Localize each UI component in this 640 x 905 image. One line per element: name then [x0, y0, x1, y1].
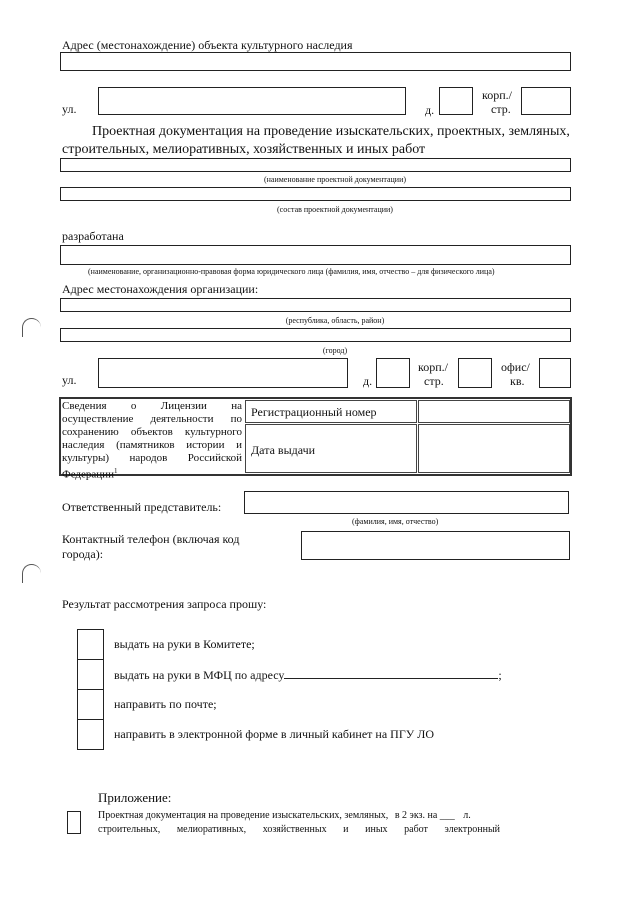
- attachment-line1: [98, 810, 471, 821]
- option-mfc-suffix: ;: [498, 668, 502, 682]
- attachment-word: и: [343, 824, 349, 835]
- org-house-field[interactable]: [376, 358, 410, 388]
- org-korp-field[interactable]: [458, 358, 492, 388]
- org-street-label: ул.: [62, 373, 77, 387]
- attachment-word: электронный: [444, 824, 501, 835]
- project-docs-heading-line1: Проектная документация на проведение изыскательских, проектных, земляных,: [92, 124, 570, 139]
- object-str-label: стр.: [491, 102, 511, 116]
- attachment-line1-blank: ___: [439, 810, 455, 821]
- object-korp-label: корп./: [482, 88, 512, 102]
- phone-label-line1: Контактный телефон (включая код: [62, 532, 240, 546]
- org-region-caption: (республика, область, район): [285, 316, 385, 325]
- representative-field[interactable]: [244, 491, 569, 514]
- license-word: Сведения: [62, 400, 107, 412]
- org-street-field[interactable]: [98, 358, 348, 388]
- attachment-line1-text: Проектная документация на проведение изыскательских, земляных,: [98, 810, 389, 821]
- checkbox-committee[interactable]: [77, 629, 104, 660]
- license-word: на: [231, 400, 242, 412]
- checkbox-post[interactable]: [77, 689, 104, 720]
- object-address-field[interactable]: [60, 52, 571, 71]
- org-city-caption: (город): [322, 346, 348, 355]
- developer-field[interactable]: [60, 245, 571, 265]
- representative-label: Ответственный представитель:: [62, 500, 222, 514]
- option-electronic: направить в электронной форме в личный кабинет на ПГУ ЛО: [114, 727, 435, 741]
- issue-date-label: Дата выдачи: [251, 443, 316, 457]
- license-word: наследия: [62, 439, 105, 451]
- attachment-checkbox[interactable]: [67, 811, 81, 834]
- attachment-line1-unit: л.: [463, 810, 471, 821]
- license-word: сохранению: [62, 426, 119, 438]
- attachment-label: Приложение:: [98, 790, 172, 805]
- license-word: по: [230, 413, 242, 425]
- developer-label: разработана: [62, 229, 124, 243]
- license-info-line: [62, 439, 242, 452]
- phone-label-line2: города):: [62, 547, 104, 561]
- object-korp-field[interactable]: [521, 87, 571, 115]
- object-house-field[interactable]: [439, 87, 473, 115]
- license-info-line: [62, 452, 242, 465]
- license-info-line: [62, 465, 242, 482]
- object-address-label: Адрес (местонахождение) объекта культурного наследия: [62, 38, 353, 52]
- issue-date-field[interactable]: [418, 424, 570, 473]
- phone-field[interactable]: [301, 531, 570, 560]
- org-apartment-label: кв.: [510, 374, 525, 388]
- punch-hole-mark: [22, 564, 41, 583]
- option-mfc-label: выдать на руки в МФЦ по адресу: [114, 668, 285, 682]
- license-word: и: [236, 439, 243, 451]
- project-docs-name-field[interactable]: [60, 158, 571, 172]
- reg-number-field[interactable]: [418, 400, 570, 423]
- org-office-field[interactable]: [539, 358, 571, 388]
- license-word: народов: [129, 452, 168, 464]
- attachment-word: работ: [404, 824, 428, 835]
- checkbox-mfc[interactable]: [77, 659, 104, 690]
- option-mfc: [114, 667, 502, 683]
- attachment-word: хозяйственных: [262, 824, 327, 835]
- project-docs-composition-caption: (состав проектной документации): [277, 205, 393, 214]
- license-word: деятельности: [150, 413, 214, 425]
- option-committee: выдать на руки в Комитете;: [114, 637, 255, 651]
- license-word: культурного: [184, 426, 242, 438]
- checkbox-electronic[interactable]: [77, 719, 104, 750]
- developer-caption: (наименование, организационно-правовая форма юридического лица (фамилия, имя, отчество – для физического лица): [88, 267, 495, 276]
- reg-number-label-cell: [245, 400, 417, 423]
- project-docs-composition-field[interactable]: [60, 187, 571, 201]
- license-info-text: [62, 400, 242, 482]
- org-office-label: офис/: [501, 360, 530, 374]
- project-docs-name-caption: (наименование проектной документации): [263, 175, 407, 184]
- license-word: (памятников: [116, 439, 175, 451]
- punch-hole-mark: [22, 318, 41, 337]
- attachment-line2: [98, 824, 500, 835]
- mfc-address-line[interactable]: [284, 667, 498, 679]
- org-str-label: стр.: [424, 374, 444, 388]
- result-label: Результат рассмотрения запроса прошу:: [62, 597, 267, 611]
- project-docs-heading-line2: строительных, мелиоративных, хозяйственных и иных работ: [62, 142, 426, 157]
- object-house-label: д.: [425, 103, 435, 117]
- license-word: Лицензии: [160, 400, 207, 412]
- org-region-field[interactable]: [60, 298, 571, 312]
- license-info-line: [62, 426, 242, 439]
- license-word: Российской: [187, 452, 243, 464]
- org-house-label: д.: [363, 374, 373, 388]
- license-word: осуществление: [62, 413, 134, 425]
- license-footnote: 1: [113, 467, 118, 475]
- representative-caption: (фамилия, имя, отчество): [352, 517, 439, 526]
- org-city-field[interactable]: [60, 328, 571, 342]
- option-post: направить по почте;: [114, 697, 217, 711]
- attachment-word: иных: [365, 824, 388, 835]
- attachment-line1-copies: в 2 экз. на: [394, 810, 438, 821]
- license-word: о: [130, 400, 137, 412]
- reg-number-label: Регистрационный номер: [251, 405, 377, 419]
- license-word: Федерации: [62, 468, 114, 481]
- attachment-word: мелиоративных,: [176, 824, 247, 835]
- object-street-label: ул.: [62, 102, 77, 116]
- license-word: культуры): [62, 452, 110, 464]
- license-word: объектов: [130, 426, 173, 438]
- org-address-label: Адрес местонахождения организации:: [62, 282, 259, 296]
- org-korp-label: корп./: [418, 360, 448, 374]
- license-info-line: [62, 413, 242, 426]
- attachment-word: строительных,: [98, 824, 161, 835]
- object-street-field[interactable]: [98, 87, 406, 115]
- license-info-line: [62, 400, 242, 413]
- license-word: истории: [186, 439, 225, 451]
- issue-date-label-cell: [245, 424, 417, 473]
- license-table: [59, 397, 572, 481]
